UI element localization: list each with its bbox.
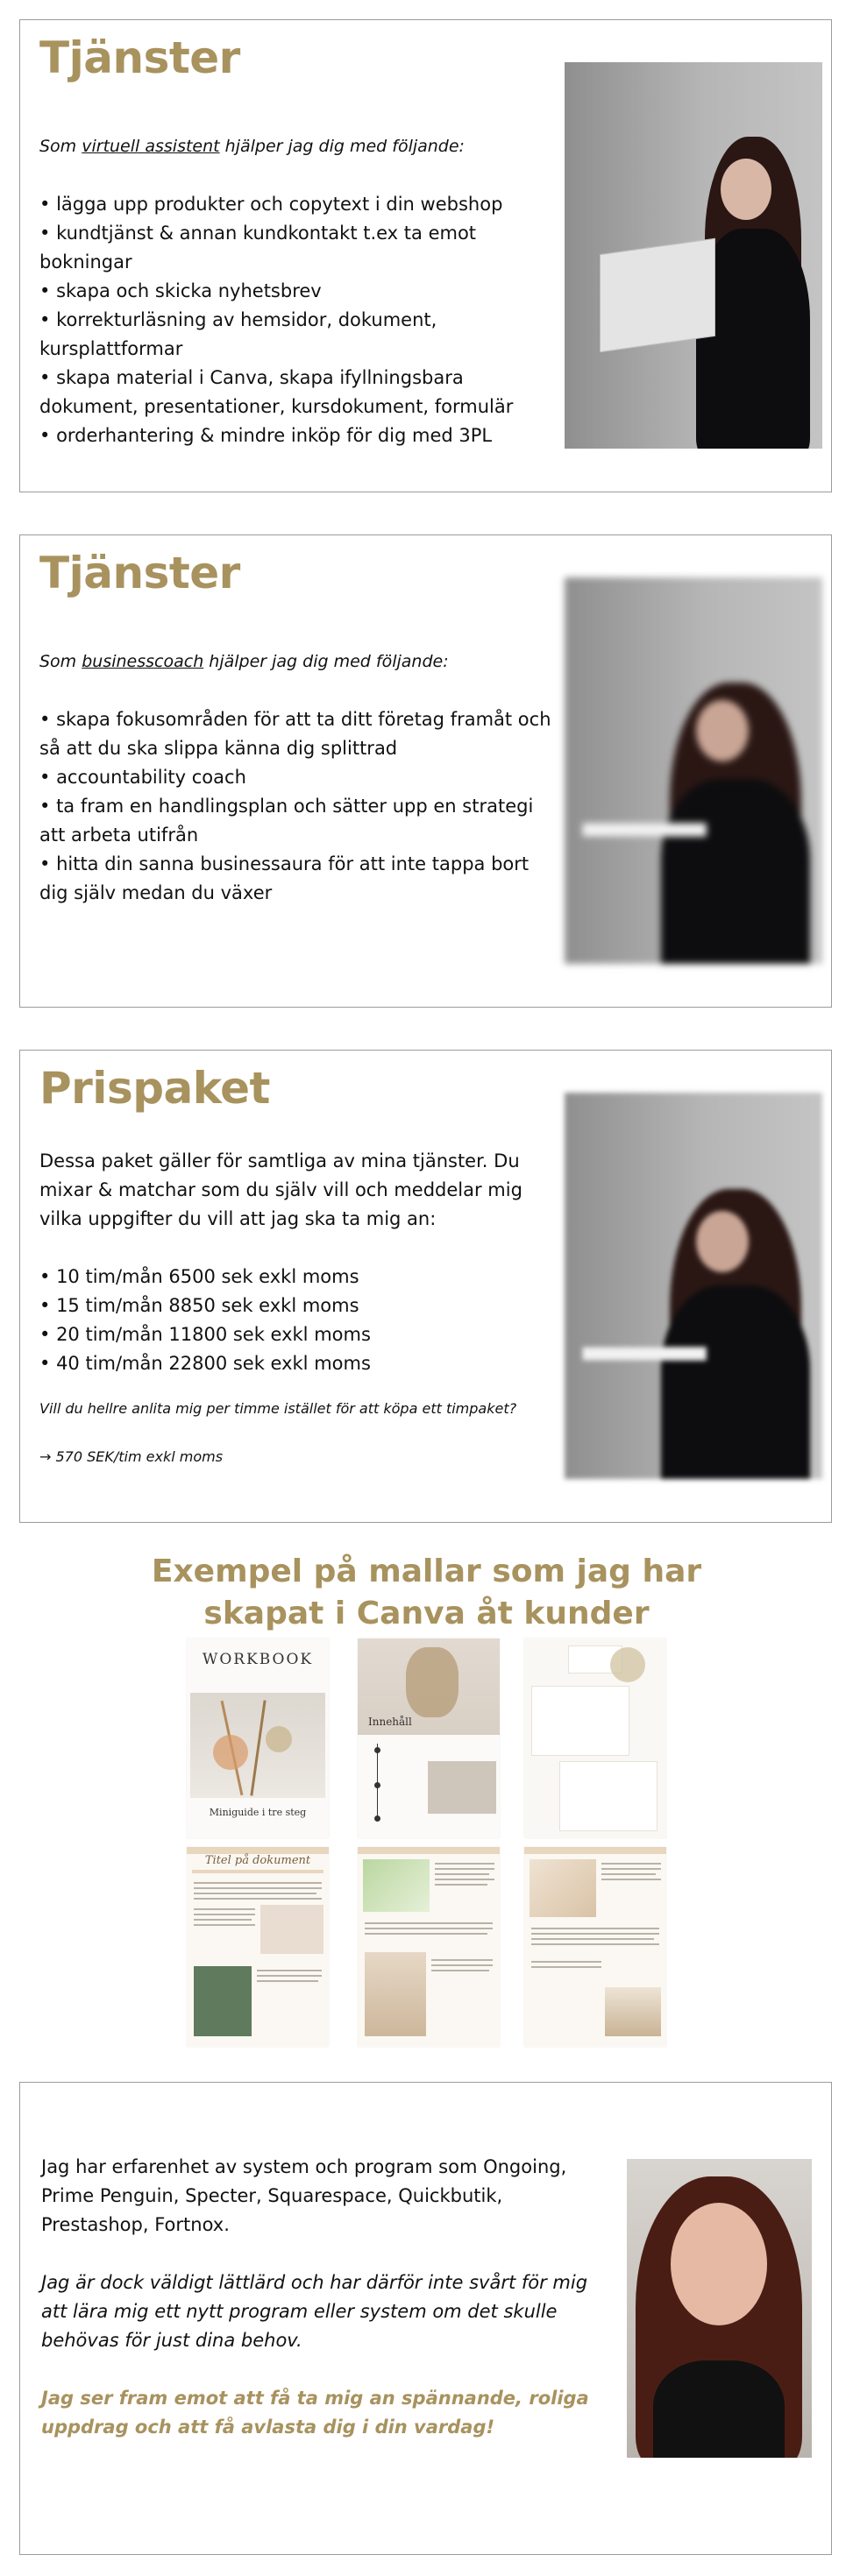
- services-coach-text: [39, 648, 561, 908]
- services-va-text: [39, 132, 561, 450]
- intro-text: Som virtuell assistent hjälper jag dig med följande:: [39, 137, 465, 156]
- template-document-page: [358, 1847, 500, 2047]
- list-item: • skapa fokusområden för att ta ditt företag framåt och så att du ska slippa känna dig splittrad: [39, 705, 561, 763]
- list-item: • skapa material i Canva, skapa ifyllningsbara dokument, presentationer, kursdokument, formulär: [39, 364, 561, 421]
- list-item: • ta fram en handlingsplan och sätter upp en strategi att arbeta utifrån: [39, 792, 561, 850]
- services-va-card: [19, 19, 832, 492]
- about-card: [19, 2082, 832, 2555]
- template-contents-page: [358, 1638, 500, 1838]
- list-item: • lägga upp produkter och copytext i din webshop: [39, 190, 561, 219]
- list-item: • accountability coach: [39, 763, 561, 792]
- list-item: • skapa och skicka nyhetsbrev: [39, 277, 561, 306]
- list-item: • korrekturläsning av hemsidor, dokument, kursplattformar: [39, 306, 561, 364]
- profile-photo: [627, 2159, 812, 2458]
- services-coach-card: [19, 534, 832, 1008]
- closing-text: Jag ser fram emot att få ta mig an spännande, roliga uppdrag och att få avlasta dig i din vardag!: [41, 2388, 589, 2438]
- hourly-question: Vill du hellre anlita mig per timme istället för att köpa ett timpaket?: [39, 1400, 517, 1417]
- document-title: Titel på dokument: [204, 1854, 311, 1867]
- intro-text: Som businesscoach hjälper jag dig med följande:: [39, 652, 449, 671]
- template-document-page: [524, 1847, 666, 2047]
- pricing-card: [19, 1050, 832, 1523]
- list-item: • 15 tim/mån 8850 sek exkl moms: [39, 1292, 561, 1320]
- section-title: Tjänster: [39, 548, 240, 598]
- template-document-page: [187, 1847, 329, 2047]
- template-cards-page: [524, 1638, 666, 1838]
- template-workbook-cover: [187, 1638, 329, 1838]
- list-item: • 10 tim/mån 6500 sek exkl moms: [39, 1263, 561, 1292]
- list-item: • hitta din sanna businessaura för att inte tappa bort dig själv medan du växer: [39, 850, 561, 908]
- templates-title: Exempel på mallar som jag har skapat i Canva åt kunder: [151, 1553, 702, 1631]
- contents-label: Innehåll: [368, 1716, 412, 1728]
- experience-text: Jag har erfarenhet av system och program som Ongoing, Prime Penguin, Specter, Squarespace, Quickbutik, Prestashop, Fortnox.: [41, 2156, 567, 2235]
- list-item: • kundtjänst & annan kundkontakt t.ex ta emot bokningar: [39, 219, 561, 277]
- workbook-subtitle: Miniguide i tre steg: [209, 1807, 307, 1818]
- virtual-assistant-link[interactable]: virtuell assistent: [82, 137, 220, 156]
- list-item: • 20 tim/mån 11800 sek exkl moms: [39, 1320, 561, 1349]
- pricing-intro: Dessa paket gäller för samtliga av mina tjänster. Du mixar & matchar som du själv vill och meddelar mig vilka uppgifter du vill att jag ska ta mig an:: [39, 1150, 522, 1229]
- workbook-title: WORKBOOK: [202, 1651, 314, 1668]
- section-title: Prispaket: [39, 1063, 270, 1114]
- pricing-text: [39, 1147, 561, 1471]
- pricing-list: [39, 1263, 561, 1378]
- list-item: • 40 tim/mån 22800 sek exkl moms: [39, 1349, 561, 1378]
- hourly-price: → 570 SEK/tim exkl moms: [39, 1448, 224, 1465]
- learning-text: Jag är dock väldigt lättlärd och har därför inte svårt för mig att lära mig ett nytt program eller system om det skulle behövas för just dina behov.: [41, 2272, 588, 2351]
- about-text: [41, 2153, 594, 2471]
- portrait-photo-laptop: [565, 62, 822, 449]
- portrait-photo-blurred: [565, 577, 822, 964]
- services-va-list: [39, 190, 561, 450]
- services-coach-list: [39, 705, 561, 908]
- businesscoach-link[interactable]: businesscoach: [82, 652, 204, 671]
- list-item: • orderhantering & mindre inköp för dig med 3PL: [39, 421, 561, 450]
- portrait-photo-blurred: [565, 1093, 822, 1479]
- section-title: Tjänster: [39, 32, 240, 83]
